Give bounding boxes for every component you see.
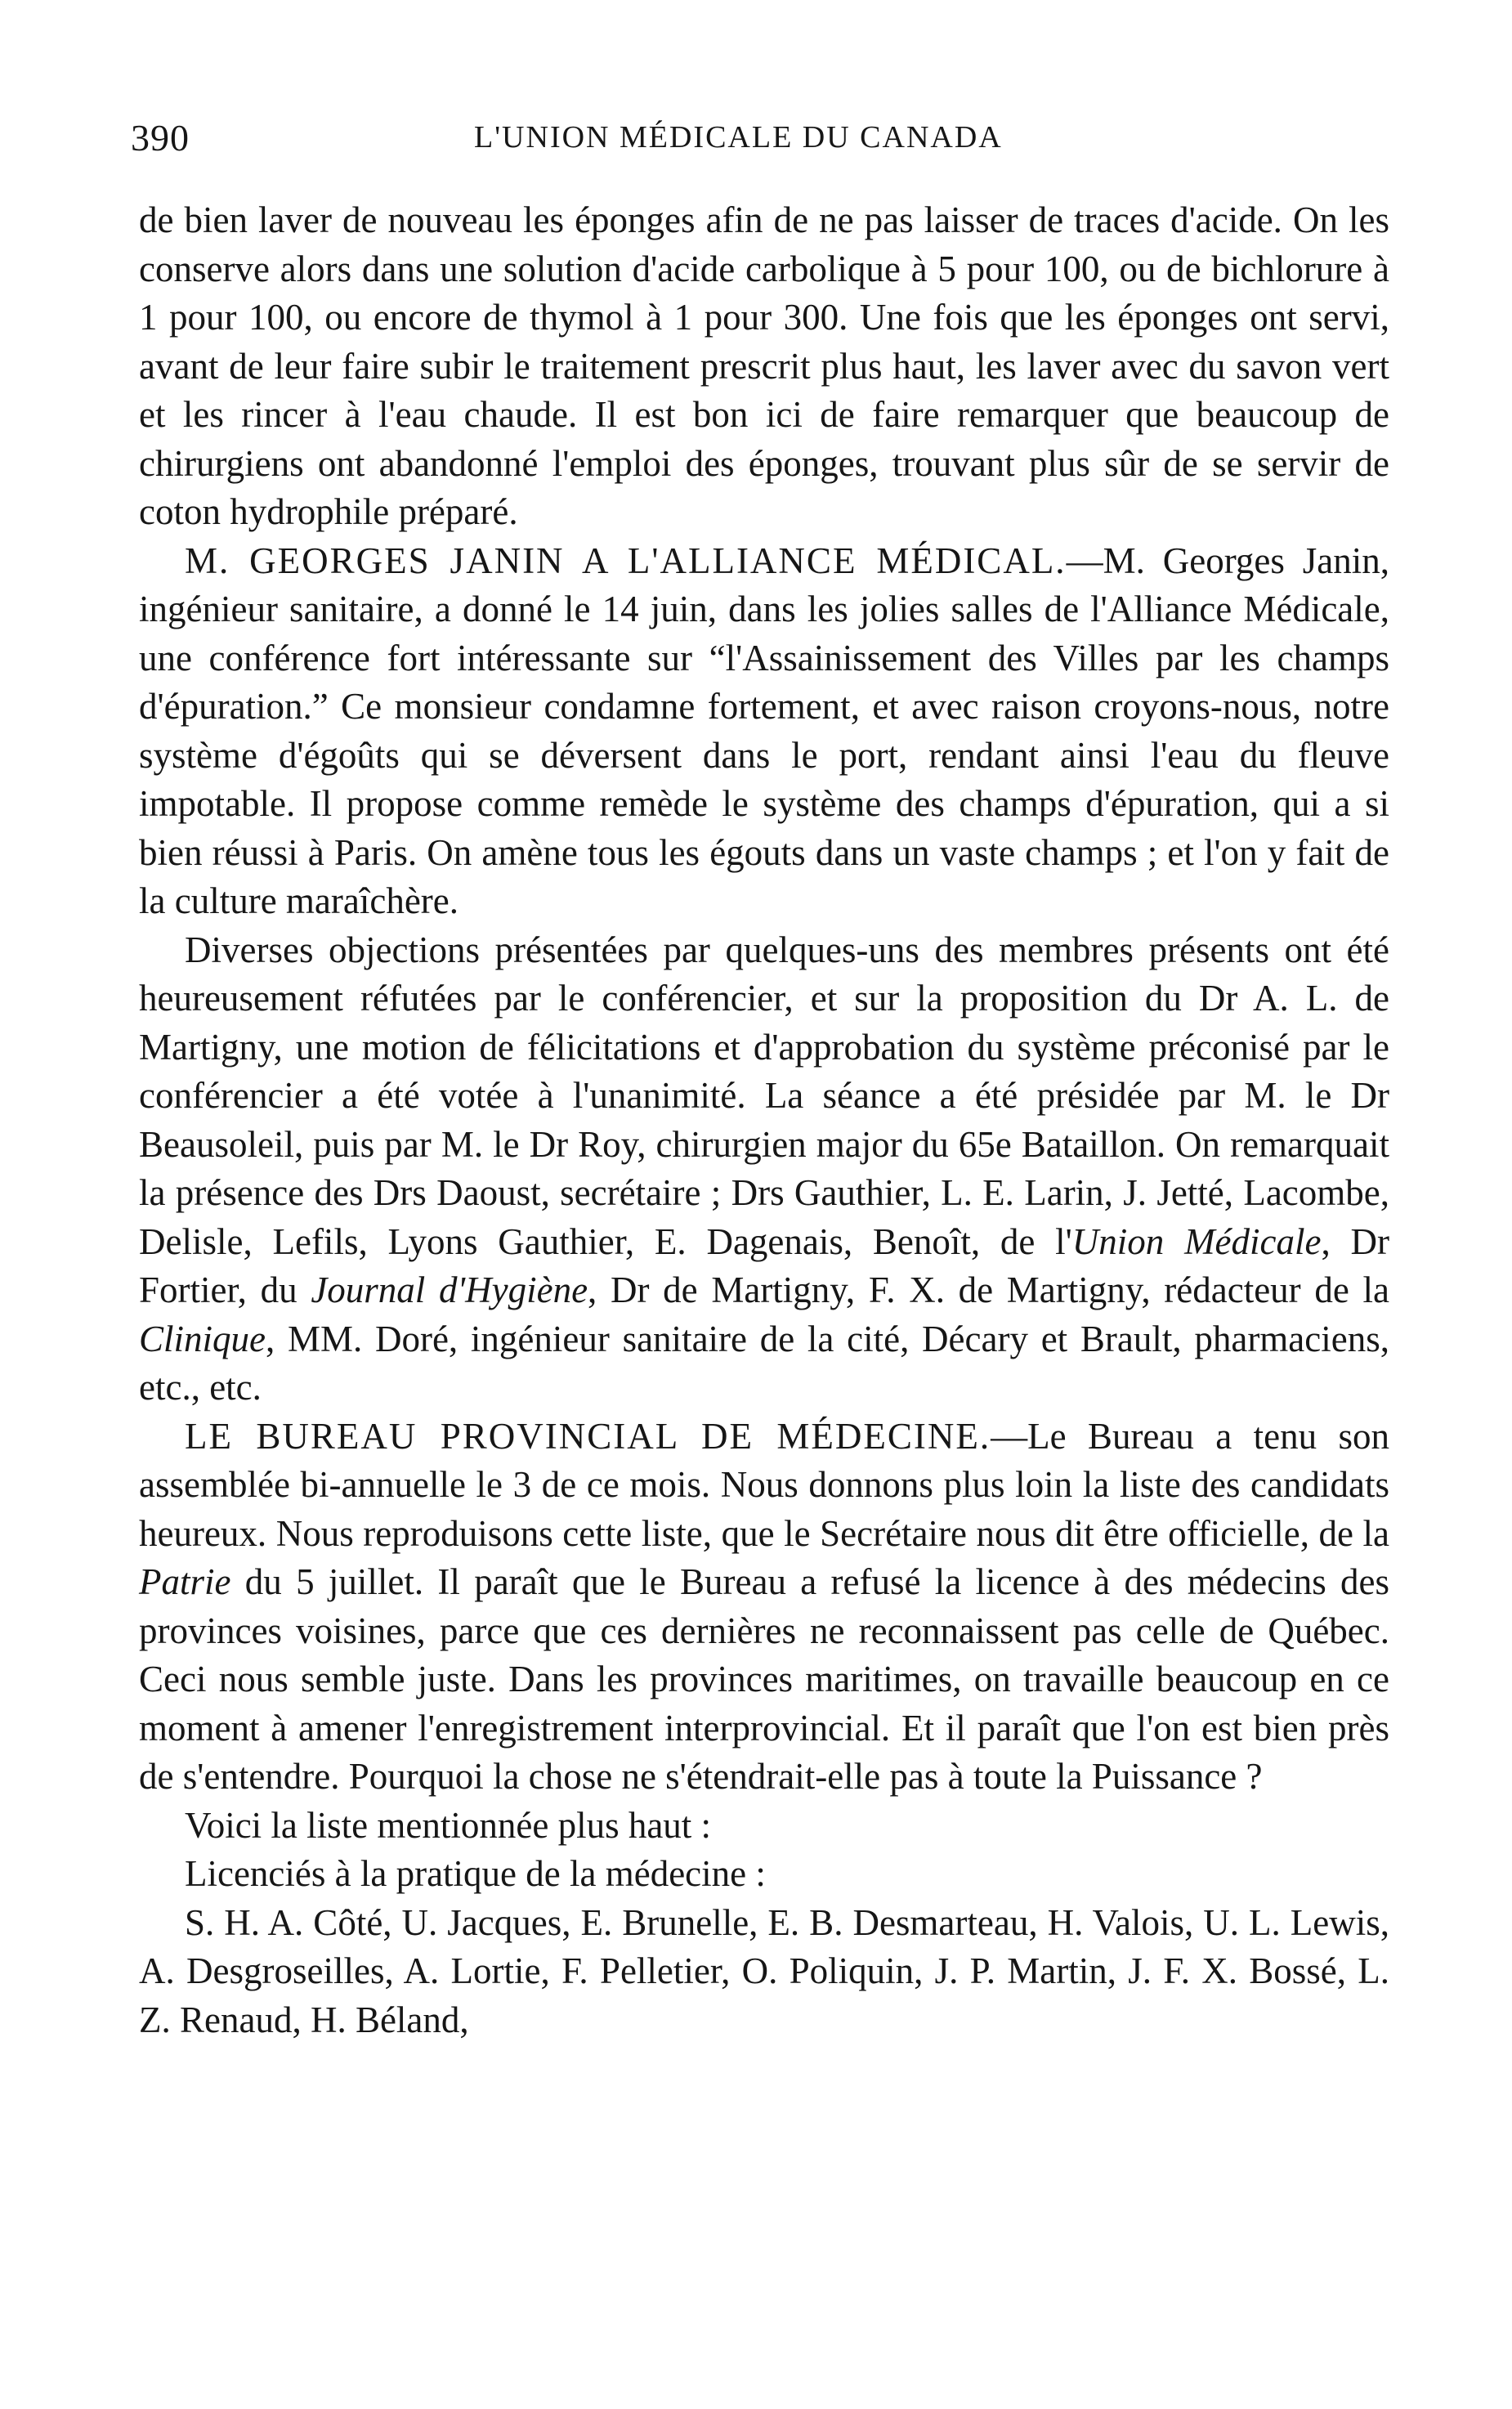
section-heading-janin: M. GEORGES JANIN A L'ALLIANCE MÉDICAL. — [185, 540, 1067, 581]
janin-body: —M. Georges Janin, ingénieur sanitaire, a donné le 14 juin, dans les jolies salles de l'Alliance Médicale, une conférence fort intéressante sur “l'Assainissement des Villes par les champs d'épuration.” Ce monsieur condamne fortement, et avec raison croyons-nous, notre système d'égoûts qui se déversent dans le port, rendant ainsi l'eau du fleuve impotable. Il propose comme remède le système des champs d'épuration, qui a si bien réussi à Paris. On amène tous les égouts dans un vaste champs ; et l'on y fait de la culture maraîchère. — [139, 540, 1389, 921]
union-medicale-title: Union Médicale — [1071, 1220, 1322, 1262]
objections-text-d: , MM. Doré, ingénieur sanitaire de la cité, Décary et Brault, pharmaciens, etc., etc. — [139, 1318, 1389, 1408]
paragraph-sponges: de bien laver de nouveau les éponges afin de ne pas laisser de traces d'acide. On les conserve alors dans une solution d'acide carbolique à 5 pour 100, ou de bichlorure à 1 pour 100, ou encore de thymol à 1 pour 300. Une fois que les éponges ont servi, avant de leur faire subir le traitement prescrit plus haut, les laver avec du savon vert et les rincer à l'eau chaude. Il est bon ici de faire remarquer que beaucoup de chirurgiens ont abandonné l'emploi des éponges, trouvant plus sûr de se servir de coton hydrophile préparé. — [139, 199, 1389, 532]
running-head — [131, 116, 1389, 165]
body-text — [139, 196, 1389, 2044]
clinique-title: Clinique — [139, 1318, 266, 1359]
patrie-title: Patrie — [139, 1561, 231, 1602]
licensee-list: S. H. A. Côté, U. Jacques, E. Brunelle, E. B. Desmarteau, H. Valois, U. L. Lewis, A. Desgroseilles, A. Lortie, F. Pelletier, O. Poliquin, J. P. Martin, J. F. X. Bossé, L. Z. Renaud, H. Béland, — [139, 1901, 1389, 2040]
journal-title: L'UNION MÉDICALE DU CANADA — [474, 120, 1003, 154]
section-heading-bureau: LE BUREAU PROVINCIAL DE MÉDECINE. — [185, 1415, 991, 1457]
paragraph-objections — [139, 926, 1389, 1413]
paragraph-bureau — [139, 1413, 1389, 1802]
paragraph-janin — [139, 537, 1389, 926]
bureau-text-b: du 5 juillet. Il paraît que le Bureau a refusé la licence à des médecins des provinces voisines, parce que ces dernières ne reconnaissent pas celle de Québec. Ceci nous semble juste. Dans les provinces maritimes, on travaille beaucoup en ce moment à amener l'enregistrement interprovincial. Et il paraît que l'on est bien près de s'entendre. Pourquoi la chose ne s'étendrait-elle pas à toute la Puissance ? — [139, 1561, 1389, 1797]
journal-hygiene-title: Journal d'Hygiène — [311, 1269, 588, 1310]
page-number: 390 — [131, 117, 190, 159]
list-intro: Voici la liste mentionnée plus haut : — [185, 1804, 712, 1846]
objections-text-b: , Dr Fortier, du — [139, 1220, 1389, 1310]
objections-text-a: Diverses objections présentées par quelques-uns des membres présents ont été heureusement réfutées par le conférencier, et sur la proposition du Dr A. L. de Martigny, une motion de félicitations et d'approbation du système préconisé par le conférencier a été votée à l'unanimité. La séance a été présidée par M. le Dr Beausoleil, puis par M. le Dr Roy, chirurgien major du 65e Bataillon. On remarquait la présence des Drs Daoust, secrétaire ; Drs Gauthier, L. E. Larin, J. Jetté, Lacombe, Delisle, Lefils, Lyons Gauthier, E. Dagenais, Benoît, de l' — [139, 929, 1389, 1262]
list-title: Licenciés à la pratique de la médecine : — [185, 1853, 766, 1894]
objections-text-c: , Dr de Martigny, F. X. de Martigny, rédacteur de la — [588, 1269, 1389, 1310]
bureau-text-a: —Le Bureau a tenu son assemblée bi-annuelle le 3 de ce mois. Nous donnons plus loin la liste des candidats heureux. Nous reproduisons cette liste, que le Secrétaire nous dit être officielle, de la — [139, 1415, 1389, 1554]
